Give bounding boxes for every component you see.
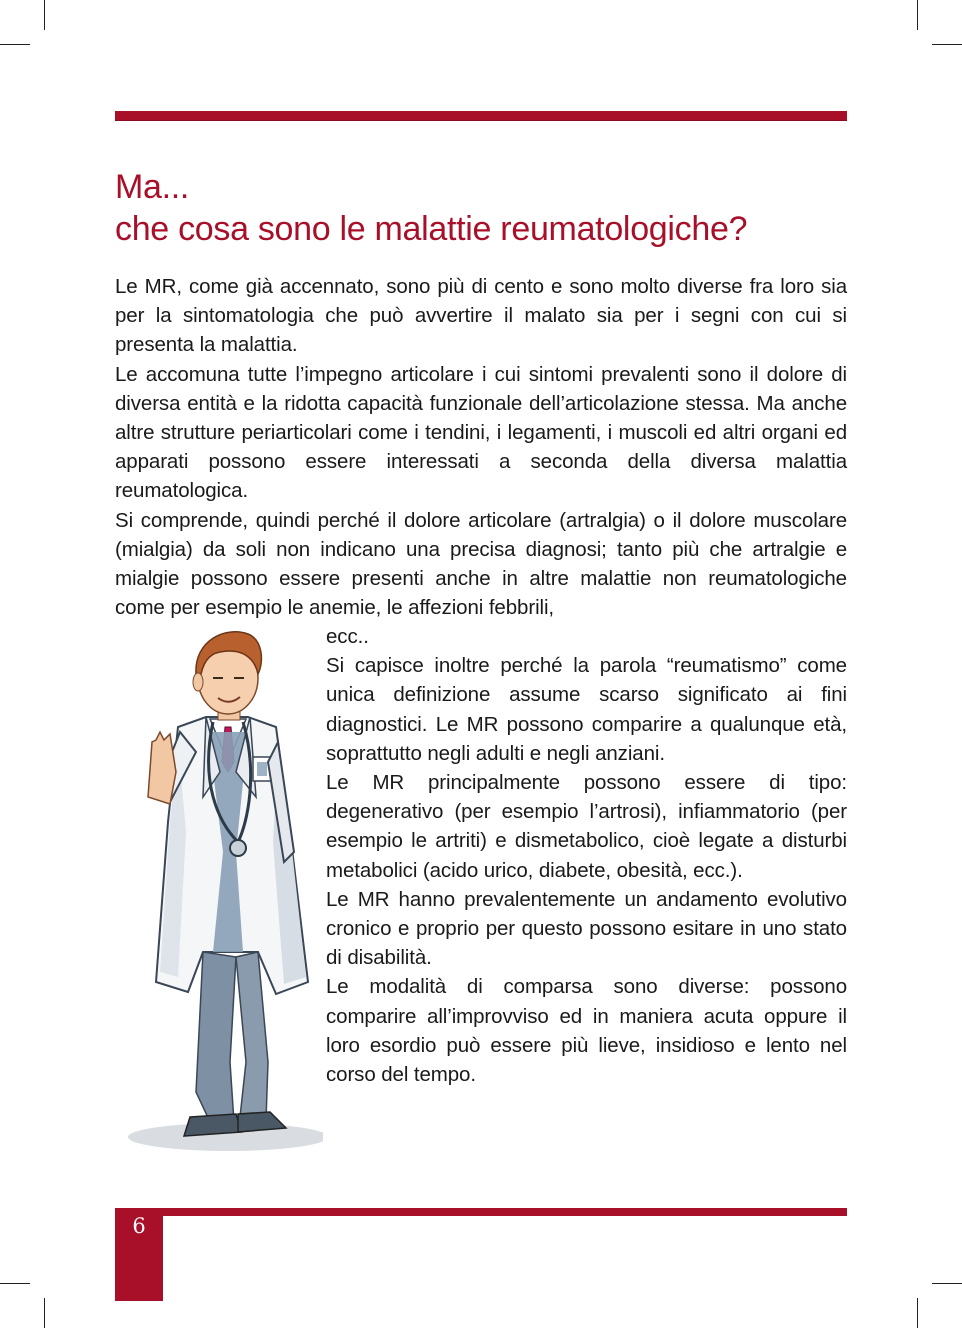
page-number-tab xyxy=(115,1208,163,1301)
page-number: 6 xyxy=(132,1214,146,1238)
page-title-line-1: Ma... xyxy=(115,168,190,206)
doctor-illustration xyxy=(108,622,323,1162)
page-title-line-2: che cosa sono le malattie reumatologiche? xyxy=(115,210,748,248)
paragraph: Le MR principalmente possono essere di tipo: degenerativo (per esempio l’artrosi), infiammatorio (per esempio le artriti) e dismetabolico, cioè legate a disturbi metabolici (acido urico, diabete, obesità, ecc.). xyxy=(326,771,847,882)
crop-mark xyxy=(932,1283,962,1284)
crop-mark xyxy=(0,44,30,45)
body-text-side-column xyxy=(326,622,847,1089)
paragraph: Le MR hanno prevalentemente un andamento evolutivo cronico e proprio per questo possono esitare in uno stato di disabilità. xyxy=(326,887,847,970)
footer-rule xyxy=(163,1208,847,1216)
crop-mark xyxy=(917,1298,918,1328)
page-title xyxy=(115,166,855,250)
paragraph: Si capisce inoltre perché la parola “reumatismo” come unica definizione assume scarso significato ai fini diagnostici. Le MR possono comparire a qualunque età, soprattutto negli adulti e negli anziani. xyxy=(326,654,847,765)
paragraph: Le modalità di comparsa sono diverse: possono comparire all’improvviso ed in maniera acuta oppure il loro esordio può essere più lieve, insidioso e lento nel corso del tempo. xyxy=(326,975,847,1087)
body-text-full-width xyxy=(115,272,847,622)
paragraph: ecc.. xyxy=(326,625,369,648)
header-rule xyxy=(115,111,847,121)
crop-mark xyxy=(0,1283,30,1284)
paragraph: Si comprende, quindi perché il dolore articolare (artralgia) o il dolore muscolare (mialgia) da soli non indicano una precisa diagnosi; tanto più che artralgie e mialgie possono essere presenti anche in altre malattie non reumatologiche come per esempio le anemie, le affezioni febbrili, xyxy=(115,508,847,620)
paragraph: Le MR, come già accennato, sono più di cento e sono molto diverse fra loro sia per la sintomatologia che può avvertire il malato sia per i segni con cui si presenta la malattia. xyxy=(115,275,847,357)
crop-mark xyxy=(932,44,962,45)
crop-mark xyxy=(44,0,45,30)
crop-mark xyxy=(917,0,918,30)
paragraph: Le accomuna tutte l’impegno articolare i cui sintomi prevalenti sono il dolore di diversa entità e la ridotta capacità funzionale dell’articolazione stessa. Ma anche altre strutture periarticolari come i tendini, i legamenti, i muscoli ed altri organi ed apparati possono essere interessati a seconda della diversa malattia reumatologica. xyxy=(115,362,847,503)
crop-mark xyxy=(44,1298,45,1328)
